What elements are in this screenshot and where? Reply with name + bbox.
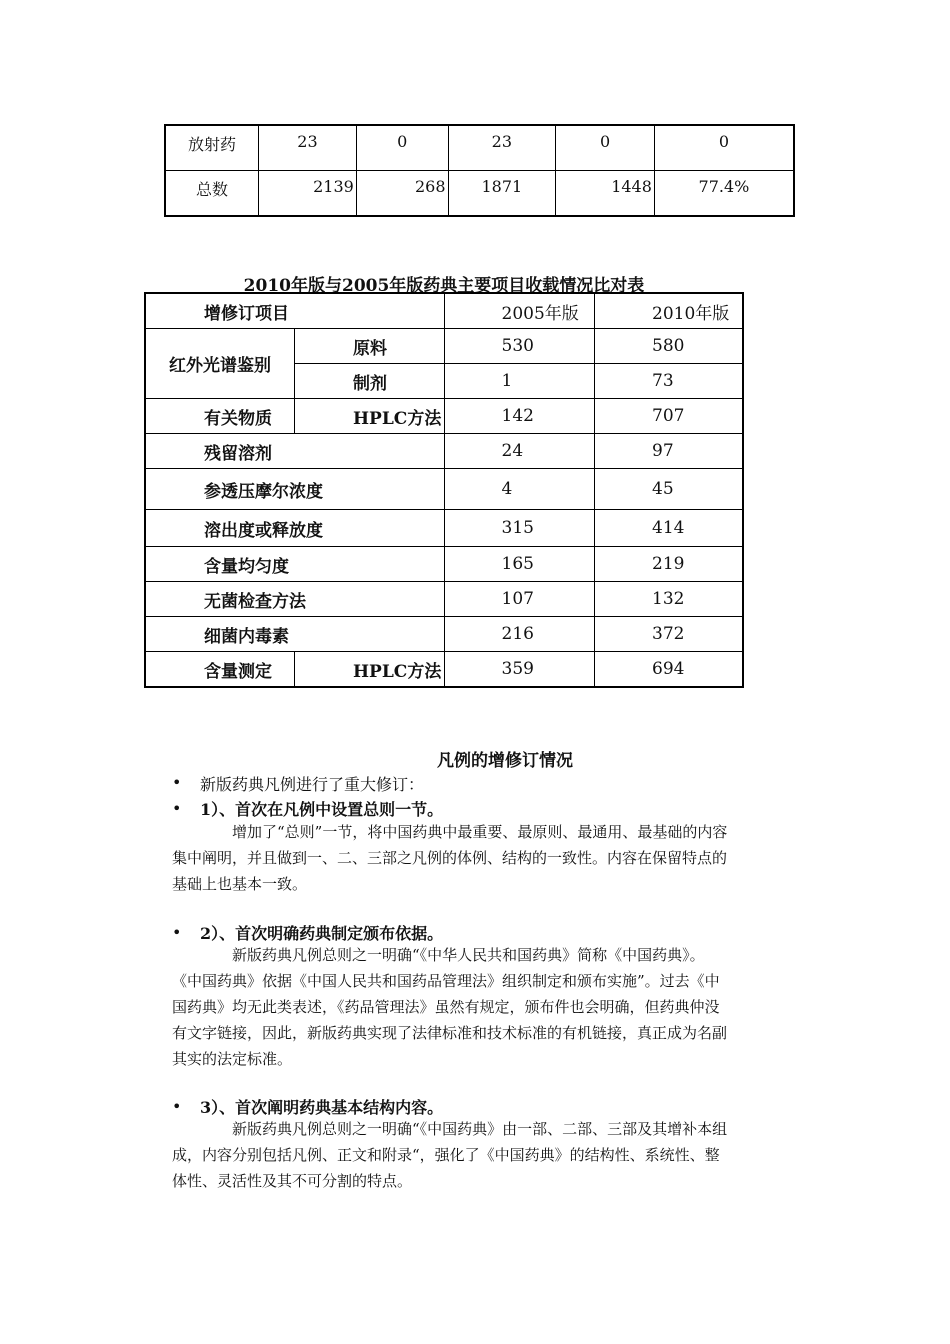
item-heading: 2）、首次明确药典制定颁布依据。 xyxy=(200,924,444,943)
intro-text: 新版药典凡例进行了重大修订： xyxy=(200,775,425,794)
table-header-row xyxy=(145,293,743,329)
table-row xyxy=(145,399,743,434)
table-title: 2010年版与2005年版药典主要项目收载情况比对表 xyxy=(243,276,645,296)
paragraph-line: 其实的法定标准。 xyxy=(172,1050,293,1068)
cell-value: 707 xyxy=(595,399,744,434)
row-label: 含量均匀度 xyxy=(145,547,444,582)
row-label: 总数 xyxy=(196,180,229,199)
stats-table xyxy=(164,124,795,217)
assay-label: 含量测定 xyxy=(145,652,295,688)
related-label: 有关物质 xyxy=(145,399,295,434)
cell-value: 23 xyxy=(491,132,513,151)
item-heading: 1）、首次在凡例中设置总则一节。 xyxy=(200,800,444,819)
table-row xyxy=(165,125,794,171)
cell-value: 0 xyxy=(397,132,408,151)
paragraph-line: 集中阐明，并且做到一、二、三部之凡例的体例、结构的一致性。内容在保留特点的 xyxy=(172,849,728,867)
cell-value: 1 xyxy=(444,364,595,399)
paragraph-line: 《中国药典》依据《中国人民共和国药品管理法》组织制定和颁布实施”。过去《中 xyxy=(172,972,720,990)
cell-value: 216 xyxy=(444,617,595,652)
cell-value: 0 xyxy=(718,132,730,151)
paragraph-line: 有文字链接，因此，新版药典实现了法律标准和技术标准的有机链接，真正成为名副 xyxy=(172,1024,728,1042)
cell-value: 372 xyxy=(595,617,744,652)
paragraph-line: 增加了“总则”一节，将中国药典中最重要、最原则、最通用、最基础的内容 xyxy=(232,823,728,841)
related-method: HPLC方法 xyxy=(295,399,445,434)
cell-value: 219 xyxy=(595,547,744,582)
ir-sub-raw: 原料 xyxy=(295,329,445,364)
cell-value: 45 xyxy=(595,469,744,510)
cell-value: 1871 xyxy=(481,177,523,196)
cell-value: 24 xyxy=(444,434,595,469)
cell-value: 414 xyxy=(595,510,744,547)
row-label: 残留溶剂 xyxy=(145,434,444,469)
bullet-icon: • xyxy=(172,923,182,942)
cell-value: 268 xyxy=(414,177,446,196)
paragraph-line: 成，内容分别包括凡例、正文和附录“，强化了《中国药典》的结构性、系统性、整 xyxy=(172,1146,720,1164)
table-row xyxy=(145,582,743,617)
ir-sub-prep: 制剂 xyxy=(295,364,445,399)
cell-value: 73 xyxy=(595,364,744,399)
row-label: 放射药 xyxy=(188,135,237,154)
header-2005: 2005年版 xyxy=(444,293,595,329)
cell-value: 694 xyxy=(595,652,744,688)
row-label: 无菌检查方法 xyxy=(145,582,444,617)
item-paragraph xyxy=(172,819,808,897)
paragraph-line: 国药典》均无此类表述，《药品管理法》虽然有规定，颁布件也会明确，但药典仲没 xyxy=(172,998,720,1016)
table-row xyxy=(145,434,743,469)
table-row xyxy=(145,329,743,364)
cell-value: 77.4% xyxy=(698,177,750,196)
cell-value: 23 xyxy=(297,132,318,151)
header-item: 增修订项目 xyxy=(145,293,444,329)
table-row xyxy=(145,652,743,688)
bullet-icon: • xyxy=(172,773,182,792)
cell-value: 0 xyxy=(599,132,611,151)
section-title: 凡例的增修订情况 xyxy=(437,751,573,771)
item-paragraph xyxy=(172,1116,808,1194)
paragraph-line: 体性、灵活性及其不可分割的特点。 xyxy=(172,1172,413,1190)
cell-value: 142 xyxy=(444,399,595,434)
assay-method: HPLC方法 xyxy=(295,652,445,688)
paragraph-line: 新版药典凡例总则之一明确“《中华人民共和国药典》简称《中国药典》。 xyxy=(232,946,705,964)
cell-value: 107 xyxy=(444,582,595,617)
item-paragraph xyxy=(172,942,808,1072)
bullet-icon: • xyxy=(172,1097,182,1116)
table-row xyxy=(145,617,743,652)
cell-value: 97 xyxy=(595,434,744,469)
cell-value: 1448 xyxy=(611,177,652,196)
ir-label: 红外光谱鉴别 xyxy=(145,329,295,399)
item-heading: 3）、首次阐明药典基本结构内容。 xyxy=(200,1098,444,1117)
cell-value: 530 xyxy=(444,329,595,364)
table-row xyxy=(165,171,794,217)
paragraph-line: 基础上也基本一致。 xyxy=(172,875,308,893)
table-row xyxy=(145,510,743,547)
row-label: 参透压摩尔浓度 xyxy=(145,469,444,510)
cell-value: 2139 xyxy=(313,177,354,196)
cell-value: 315 xyxy=(444,510,595,547)
cell-value: 580 xyxy=(595,329,744,364)
cell-value: 4 xyxy=(444,469,595,510)
table-row xyxy=(145,469,743,510)
header-2010: 2010年版 xyxy=(595,293,744,329)
row-label: 溶出度或释放度 xyxy=(145,510,444,547)
table-row xyxy=(145,547,743,582)
cell-value: 132 xyxy=(595,582,744,617)
cell-value: 359 xyxy=(444,652,595,688)
comparison-table xyxy=(144,292,744,688)
row-label: 细菌内毒素 xyxy=(145,617,444,652)
bullet-icon: • xyxy=(172,799,182,818)
cell-value: 165 xyxy=(444,547,595,582)
paragraph-line: 新版药典凡例总则之一明确“《中国药典》由一部、二部、三部及其增补本组 xyxy=(232,1120,728,1138)
